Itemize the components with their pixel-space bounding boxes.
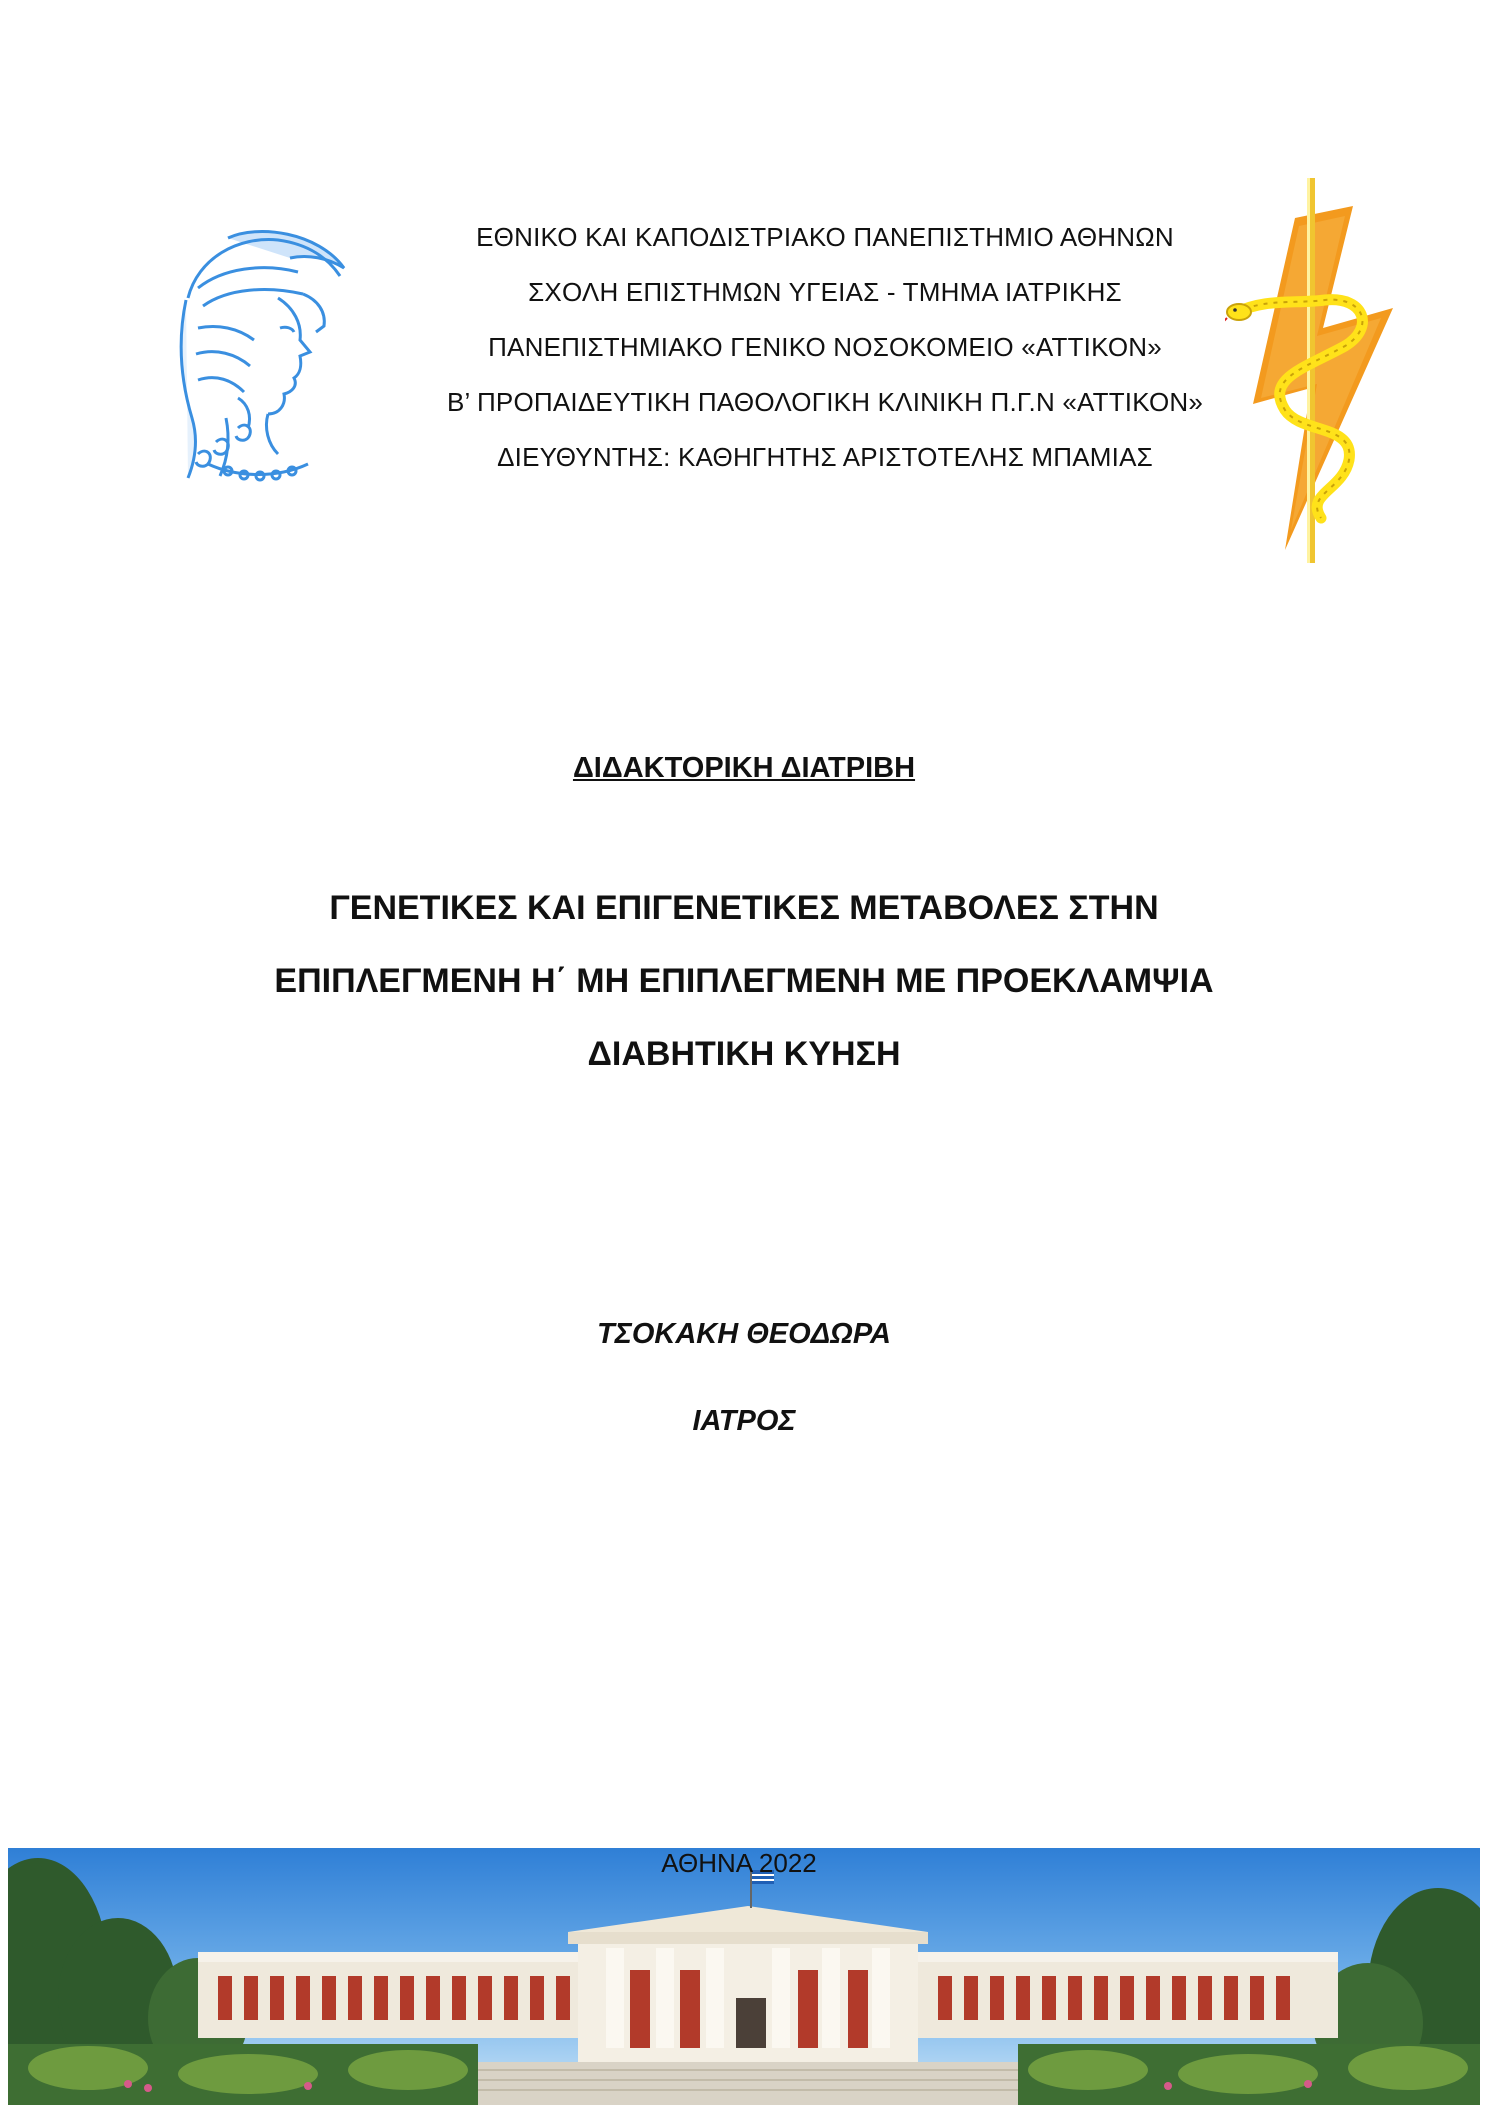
header-clinic: Β’ ΠΡΟΠΑΙΔΕΥΤΙΚΗ ΠΑΘΟΛΟΓΙΚΗ ΚΛΙΝΙΚΗ Π.Γ.Ν «ΑΤΤΙΚΟΝ» — [446, 387, 1204, 417]
header-school: ΣΧΟΛΗ ΕΠΙΣΤΗΜΩΝ ΥΓΕΙΑΣ - ΤΜΗΜΑ ΙΑΤΡΙΚΗΣ — [528, 277, 1122, 307]
title-line-1: ΓΕΝΕΤΙΚΕΣ ΚΑΙ ΕΠΙΓΕΝΕΤΙΚΕΣ ΜΕΤΑΒΟΛΕΣ ΣΤΗΝ — [329, 889, 1159, 927]
header-university: ΕΘΝΙΚΟ ΚΑΙ ΚΑΠΟΔΙΣΤΡΙΑΚΟ ΠΑΝΕΠΙΣΤΗΜΙΟ ΑΘΗΝΩΝ — [476, 222, 1174, 252]
place-date-text: ΑΘΗΝΑ 2022 — [661, 1848, 817, 1878]
athena-head-logo — [168, 228, 354, 496]
rod-of-asclepius-logo — [1225, 178, 1400, 563]
title-line-2: ΕΠΙΠΛΕΓΜΕΝΗ Η΄ ΜΗ ΕΠΙΠΛΕΓΜΕΝΗ ΜΕ ΠΡΟΕΚΛΑΜΨΙΑ — [274, 962, 1214, 1000]
title-line-3: ΔΙΑΒΗΤΙΚΗ ΚΥΗΣΗ — [587, 1035, 901, 1073]
neoclassical-museum-building-photo — [8, 1848, 1480, 2105]
place-date — [0, 1848, 1488, 1879]
header-director: ΔΙΕΥΘΥΝΤΗΣ: ΚΑΘΗΓΗΤΗΣ ΑΡΙΣΤΟΤΕΛΗΣ ΜΠΑΜΙΑΣ — [497, 442, 1153, 472]
author-role: ΙΑΤΡΟΣ — [692, 1405, 796, 1437]
header-hospital: ΠΑΝΕΠΙΣΤΗΜΙΑΚΟ ΓΕΝΙΚΟ ΝΟΣΟΚΟΜΕΙΟ «ΑΤΤΙΚΟΝ» — [488, 332, 1162, 362]
institution-header — [420, 210, 1230, 485]
author-name: ΤΣΟΚΑΚΗ ΘΕΟΔΩΡΑ — [597, 1318, 891, 1350]
thesis-title — [0, 872, 1488, 1091]
thesis-label: ΔΙΔΑΚΤΟΡΙΚΗ ΔΙΑΤΡΙΒΗ — [572, 752, 916, 784]
